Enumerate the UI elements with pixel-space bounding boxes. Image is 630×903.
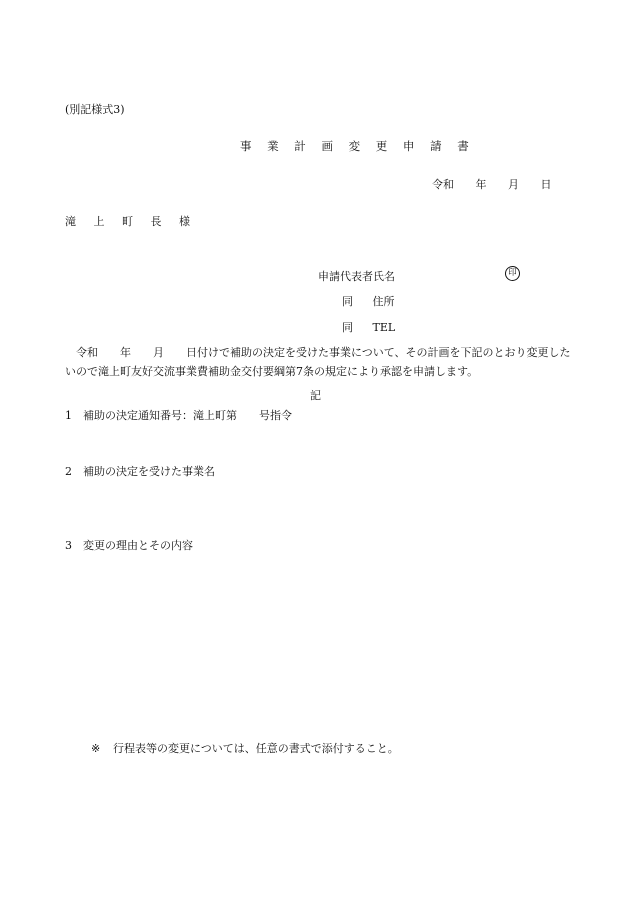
request-body-text: 令和 年 月 日付けで補助の決定を受けた事業について、その計画を下記のとおり変更したいので滝上町友好交流事業費補助金交付要綱第7条の規定により承認を申請します。 xyxy=(65,346,571,378)
item-number: 2 xyxy=(65,465,72,478)
note-text: 行程表等の変更については、任意の書式で添付すること。 xyxy=(113,742,399,755)
representative-name-label: 申請代表者氏名 xyxy=(318,270,395,283)
ki-heading: 記 xyxy=(310,389,321,402)
item-text: 変更の理由とその内容 xyxy=(83,539,193,552)
item-number: 1 xyxy=(65,409,72,422)
item-number: 3 xyxy=(65,539,72,552)
note-mark: ※ xyxy=(91,742,101,755)
date-line: 令和 年 月 日 xyxy=(432,178,552,191)
item-text: 補助の決定通知番号：滝上町第 号指令 xyxy=(83,409,292,422)
addressee: 滝 上 町 長 様 xyxy=(65,215,193,228)
address-label: 同 住所 xyxy=(342,295,395,308)
seal-mark: 印 xyxy=(505,266,520,281)
item-change-reason xyxy=(65,537,193,553)
item-project-name xyxy=(65,463,215,479)
tel-label: 同 TEL xyxy=(342,321,396,334)
item-decision-number xyxy=(65,407,292,423)
form-number: (別記様式3) xyxy=(65,103,125,116)
document-title: 事 業 計 画 変 更 申 請 書 xyxy=(240,139,475,153)
footnote xyxy=(91,740,399,756)
item-text: 補助の決定を受けた事業名 xyxy=(83,465,215,478)
